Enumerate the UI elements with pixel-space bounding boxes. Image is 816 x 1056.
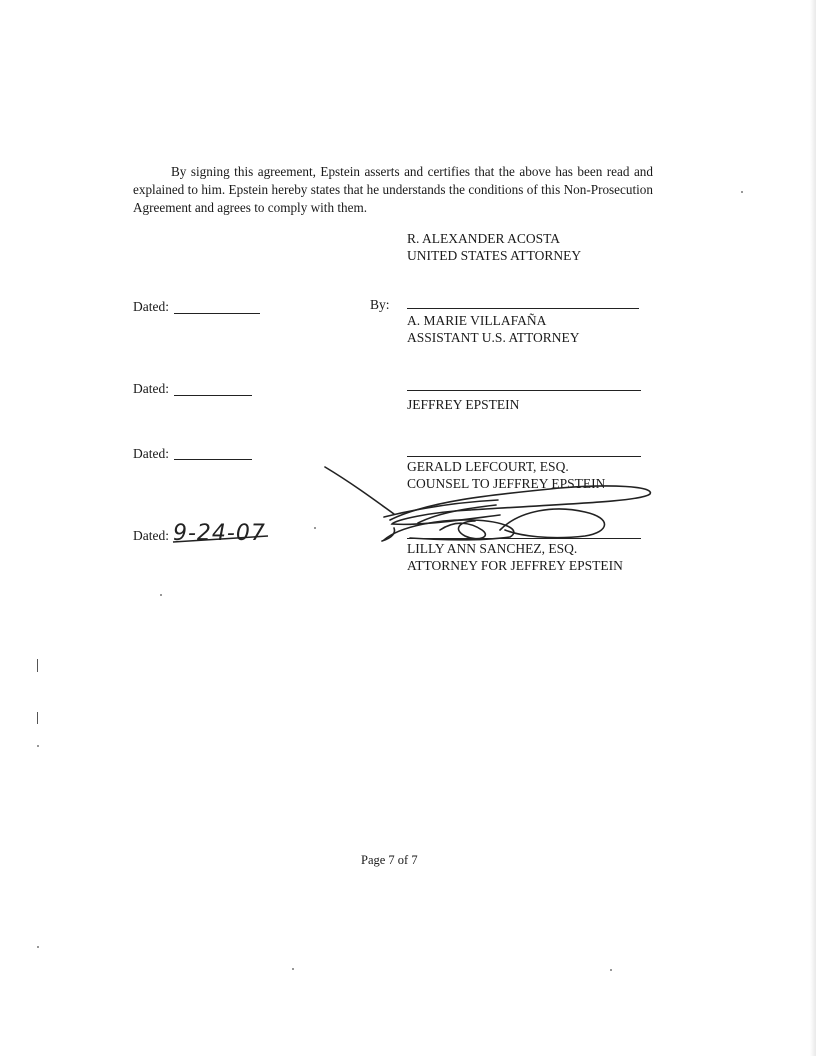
dated-label-2: Dated: <box>133 381 169 396</box>
us-attorney-name: R. ALEXANDER ACOSTA <box>407 231 561 246</box>
dated-label-1: Dated: <box>133 299 169 314</box>
handwritten-date: 9-24-07 <box>173 521 266 546</box>
paragraph-text: By signing this agreement, Epstein asserts and certifies that the above has been read and explained to him. Epstein hereby states that he understands the conditions of this Non-Prosecution Agreement and agrees to comply with them. <box>133 164 653 215</box>
by-label: By: <box>370 297 390 312</box>
signature-line-1 <box>407 308 639 309</box>
signatory-title-3: COUNSEL TO JEFFREY EPSTEIN <box>407 476 606 491</box>
dated-label-3: Dated: <box>133 446 169 461</box>
scan-speck <box>741 191 743 193</box>
signature-line-2 <box>407 390 641 391</box>
signature-line-4 <box>407 538 641 539</box>
date-line-1 <box>174 313 260 314</box>
scan-speck <box>37 946 39 948</box>
signatory-name-2: JEFFREY EPSTEIN <box>407 397 520 412</box>
scan-speck <box>160 594 162 596</box>
us-attorney-title: UNITED STATES ATTORNEY <box>407 248 582 263</box>
signatory-title-4: ATTORNEY FOR JEFFREY EPSTEIN <box>407 558 623 573</box>
date-line-2 <box>174 395 252 396</box>
signatory-name-3: GERALD LEFCOURT, ESQ. <box>407 459 569 474</box>
scan-speck <box>314 527 316 529</box>
dated-label-4: Dated: <box>133 528 169 543</box>
signatory-name-1: A. MARIE VILLAFAÑA <box>407 313 547 328</box>
page-footer: Page 7 of 7 <box>361 853 418 867</box>
scan-edge-shadow <box>810 0 816 1056</box>
signatory-title-1: ASSISTANT U.S. ATTORNEY <box>407 330 580 345</box>
certification-paragraph <box>133 163 653 217</box>
signatory-name-4: LILLY ANN SANCHEZ, ESQ. <box>407 541 578 556</box>
scan-mark <box>37 712 38 724</box>
scan-speck <box>292 968 294 970</box>
scan-speck <box>610 969 612 971</box>
signature-line-3 <box>407 456 641 457</box>
date-line-3 <box>174 459 252 460</box>
scan-speck <box>37 745 39 747</box>
scan-mark <box>37 659 38 672</box>
